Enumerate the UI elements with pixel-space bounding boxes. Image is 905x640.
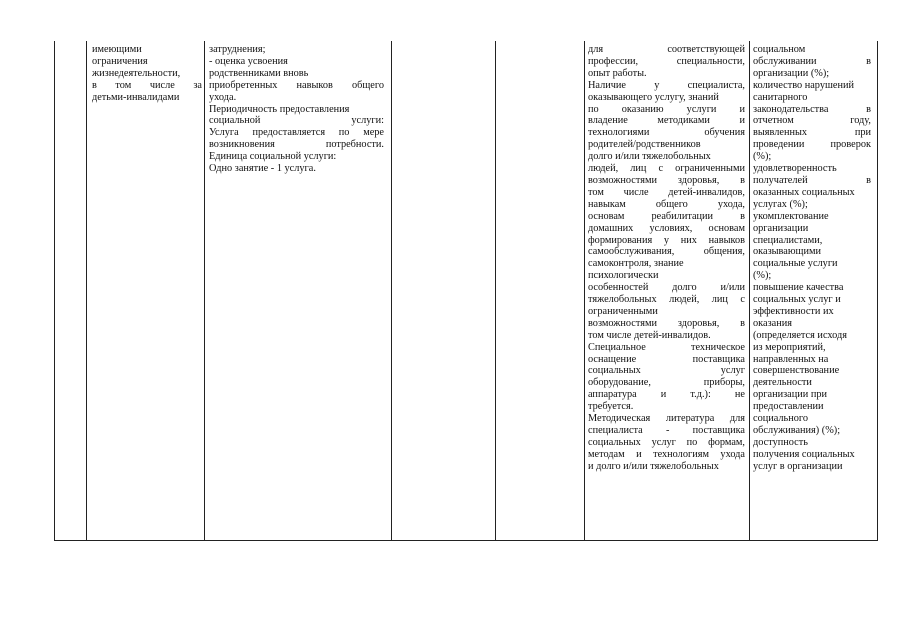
column-divider-4 — [495, 41, 496, 541]
indicator-line: социальном — [753, 44, 806, 55]
condition-line: долго и/или тяжелобольных — [588, 151, 711, 163]
indicator-line: обслуживании в — [753, 55, 871, 67]
indicator-line: количество нарушений — [753, 79, 855, 91]
description-line: затруднения; — [209, 44, 266, 55]
table-border-right — [877, 41, 878, 541]
condition-line: Методическая литература для — [588, 413, 745, 425]
recipient-line: детьми-инвалидами — [92, 91, 180, 103]
indicator-line: доступность — [753, 436, 808, 448]
condition-line: социальных услуг — [588, 365, 745, 377]
indicator-line: укомплектование — [753, 210, 829, 222]
indicator-line: из мероприятий, — [753, 341, 826, 353]
description-line: Одно занятие - 1 услуга. — [209, 163, 316, 175]
indicator-line: социальные услуги — [753, 258, 838, 270]
column-divider-2 — [204, 41, 205, 541]
condition-line: ограниченными — [588, 305, 658, 317]
indicator-line: оказывающими — [753, 246, 822, 258]
description-line: Единица социальной услуги: — [209, 151, 337, 163]
condition-line: методам и технологиям ухода — [588, 448, 745, 460]
condition-line: самоконтроля, знание — [588, 258, 684, 270]
indicator-line: деятельности — [753, 377, 812, 389]
indicator-line: отчетном году, — [753, 115, 871, 127]
indicator-line: социального — [753, 413, 809, 425]
condition-line: требуется. — [588, 401, 634, 413]
cell-quality-indicators — [753, 44, 871, 473]
condition-line: том числе детей-инвалидов, — [588, 186, 745, 198]
indicator-line: выявленных при — [753, 127, 871, 139]
condition-line: владение методиками и — [588, 115, 745, 127]
condition-line: родителей/родственников — [588, 139, 701, 151]
condition-line: основам реабилитации в — [588, 210, 745, 222]
condition-line: особенностей долго и/или — [588, 282, 745, 294]
indicator-line: удовлетворенность — [753, 163, 837, 175]
recipient-line: имеющими — [92, 44, 142, 55]
indicator-line: специалистами, — [753, 234, 823, 246]
table-border-left — [54, 41, 55, 541]
condition-line: социальных услуг по формам, — [588, 436, 745, 448]
condition-line: людей, лиц с ограниченными — [588, 163, 745, 175]
condition-line: опыт работы. — [588, 67, 647, 79]
condition-line: Наличие у специалиста, — [588, 79, 745, 91]
condition-line: Специальное техническое — [588, 341, 745, 353]
indicator-line: услуг в организации — [753, 460, 843, 472]
condition-line: и долго и/или тяжелобольных — [588, 460, 719, 472]
indicator-line: (%); — [753, 270, 772, 282]
indicator-line: предоставлении — [753, 401, 824, 413]
indicator-line: законодательства в — [753, 103, 871, 115]
column-divider-1 — [86, 41, 87, 541]
description-line: приобретенных навыков общего — [209, 79, 384, 91]
indicator-line: (%); — [753, 151, 772, 163]
column-divider-5 — [584, 41, 585, 541]
condition-line: по оказанию услуги и — [588, 103, 745, 115]
indicator-line: проведении проверок — [753, 139, 871, 151]
indicator-line: эффективности их — [753, 305, 834, 317]
indicator-line: (определяется исходя — [753, 329, 847, 341]
description-line: Периодичность предоставления — [209, 103, 350, 115]
condition-line: домашних условиях, основам — [588, 222, 745, 234]
indicator-line: организации — [753, 222, 809, 234]
condition-line: самообслуживания, общения, — [588, 246, 745, 258]
recipient-line: ограничения — [92, 55, 148, 67]
description-line: родственниками вновь — [209, 67, 309, 79]
indicator-line: оказанных социальных — [753, 186, 855, 198]
condition-line: оснащение поставщика — [588, 353, 745, 365]
condition-line: технологиями обучения — [588, 127, 745, 139]
cell-recipient-category — [92, 44, 202, 104]
description-line: Услуга предоставляется по мере — [209, 127, 384, 139]
condition-line: тяжелобольных людей, лиц с — [588, 294, 745, 306]
service-standard-table — [54, 41, 878, 541]
condition-line: психологически — [588, 270, 659, 282]
condition-line: аппаратура и т.д.): не — [588, 389, 745, 401]
indicator-line: получения социальных — [753, 448, 855, 460]
condition-line: профессии, специальности, — [588, 55, 745, 67]
column-divider-3 — [391, 41, 392, 541]
condition-line: для соответствующей — [588, 44, 745, 55]
indicator-line: получателей в — [753, 174, 871, 186]
description-line: возникновения потребности. — [209, 139, 384, 151]
cell-service-description — [209, 44, 384, 175]
table-border-bottom — [54, 540, 878, 541]
condition-line: возможностями здоровья, в — [588, 174, 745, 186]
recipient-line: в том числе за — [92, 79, 202, 91]
indicator-line: социальных услуг и — [753, 294, 841, 306]
indicator-line: оказания — [753, 317, 792, 329]
column-divider-6 — [749, 41, 750, 541]
indicator-line: совершенствование — [753, 365, 840, 377]
condition-line: оказывающего услугу, знаний — [588, 91, 719, 103]
indicator-line: услугах (%); — [753, 198, 808, 210]
indicator-line: санитарного — [753, 91, 808, 103]
recipient-line: жизнедеятельности, — [92, 67, 181, 79]
indicator-line: организации при — [753, 389, 828, 401]
condition-line: том числе детей-инвалидов. — [588, 329, 711, 341]
condition-line: специалиста - поставщика — [588, 425, 745, 436]
condition-line: оборудование, приборы, — [588, 377, 745, 389]
description-line: - оценка усвоения — [209, 55, 288, 67]
condition-line: формирования у них навыков — [588, 234, 745, 246]
condition-line: навыкам общего ухода, — [588, 198, 745, 210]
indicator-line: направленных на — [753, 353, 829, 365]
indicator-line: организации (%); — [753, 67, 830, 79]
condition-line: возможностями здоровья, в — [588, 317, 745, 329]
description-line: социальной услуги: — [209, 115, 384, 127]
indicator-line: повышение качества — [753, 282, 844, 294]
description-line: ухода. — [209, 91, 237, 103]
indicator-line: обслуживания) (%); — [753, 425, 841, 436]
cell-service-conditions — [588, 44, 745, 473]
